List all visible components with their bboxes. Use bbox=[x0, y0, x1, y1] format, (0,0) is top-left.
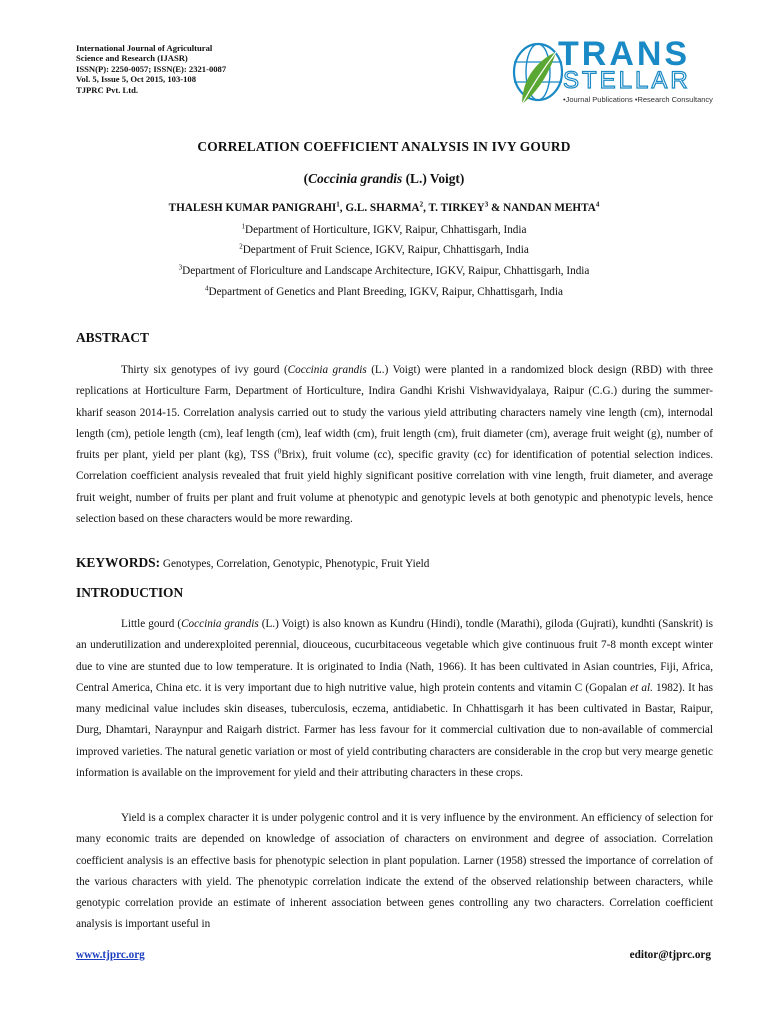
keywords-label: KEYWORDS: bbox=[76, 555, 161, 570]
keywords-text: Genotypes, Correlation, Genotypic, Phenotypic, Fruit Yield bbox=[160, 558, 430, 570]
species-name: Coccinia grandis bbox=[308, 171, 403, 186]
transstellar-logo bbox=[508, 34, 718, 110]
introduction-heading: INTRODUCTION bbox=[76, 585, 184, 600]
author-list: THALESH KUMAR PANIGRAHI$^1$, G.L. SHARMA$^2$, T. TIRKEY$^3$ & NANDAN MEHTA$^4$ bbox=[168, 200, 600, 214]
journal-volume: Vol. 5, Issue 5, Oct 2015, 103-108 bbox=[76, 74, 196, 85]
paper-title: CORRELATION COEFFICIENT ANALYSIS IN IVY GOURD bbox=[197, 139, 571, 154]
author-name: THALESH KUMAR PANIGRAHI bbox=[168, 202, 337, 214]
website-link[interactable]: www.tjprc.org bbox=[76, 949, 145, 961]
introduction-paragraph-1: Little gourd (Coccinia grandis (L.) Voigt) is also known as Kundru (Hindi), tondle (Marathi), giloda (Gujrati), kundhti (Sanskrit) is an underutilization and underexploited perennial, diouceous, cucurbitaceous vegetable which give continuous fruit 7-8 month except winter due to vine are stunted due to low temperature. It is originated to India (Nath, 1966). It has been cultivated in Asian countries, Fiji, Africa, Central America, China etc. it is very important due to high nutritive value, high protein contents and vitamin C (Gopalan et al. 1982). It has many medicinal value includes skin diseases, tuberculosis, eczema, antidiabetic. In Chhattisgarh it has been cultivated in Bastar, Raipur, Durg, Dhamtari, Naraynpur and Raigarh district. Farmer has less favour for it commercial cultivation due to non-available of commercial improved varieties. The natural genetic variation or most of yield contributing characters are considerable in the crop but very mearge genetic information is available on the improvement for yield and their attributing characters in these crops. bbox=[76, 618, 714, 780]
journal-publisher: TJPRC Pvt. Ltd. bbox=[76, 84, 139, 95]
logo-stellar-text: STELLAR bbox=[563, 67, 691, 94]
affiliation: $^4$Department of Genetics and Plant Breeding, IGKV, Raipur, Chhattisgarh, India bbox=[205, 284, 563, 298]
affiliation: $^1$Department of Horticulture, IGKV, Raipur, Chhattisgarh, India bbox=[241, 222, 527, 236]
keywords-line bbox=[76, 555, 429, 571]
journal-name-line1: International Journal of Agricultural bbox=[76, 43, 213, 53]
journal-name-line2: Science and Research (IJASR) bbox=[76, 53, 188, 64]
globe-leaf-icon bbox=[508, 38, 564, 110]
author-name: G.L. SHARMA bbox=[345, 202, 420, 214]
author-name: NANDAN MEHTA bbox=[503, 202, 596, 214]
journal-info bbox=[76, 43, 226, 95]
introduction-paragraph-2: Yield is a complex character it is under polygenic control and it is very influence by the environment. An efficiency of selection for many economic traits are depended on knowledge of association of characters on environment and degree of association. Correlation coefficient analysis is an effective basis for phenotypic selection in plant population. Larner (1958) stressed the importance of correlation of the various characters with yield. The phenotypic correlation indicate the extend of the observed relationship between characters, while genotypic correlation provide an estimate of inherent association between genes controlling any two characters. Correlation coefficient analysis is important useful in bbox=[76, 812, 713, 931]
logo-trans-text: TRANS bbox=[558, 35, 691, 73]
abstract-paragraph: Thirty six genotypes of ivy gourd (Coccinia grandis (L.) Voigt) were planted in a randomized block design (RBD) with three replications at Horticulture Farm, Department of Horticulture, Indira Gandhi Krishi Vishwavidyalaya, Raipur (C.G.) during the summer-kharif season 2014-15. Correlation analysis carried out to study the various yield attributing characters namely vine length (cm), internodal length (cm), petiole length (cm), leaf length (cm), leaf width (cm), fruit length (cm), fruit diameter (cm), average fruit weight (g), number of fruits per plant, yield per plant (kg), TSS ($^0$Brix), fruit volume (cc), specific gravity (cc) for identification of potential selection indices. Correlation coefficient analysis revealed that fruit yield highly significant positive correlation with vine length, fruit diameter, and average fruit weight, number of fruits per plant and fruit volume at phenotypic and genotypic levels at both genotypic and phenotypic levels, hence selection based on these characters would be more rewarding. bbox=[76, 364, 714, 526]
author-name: T. TIRKEY bbox=[428, 202, 485, 214]
editor-email: editor@tjprc.org bbox=[629, 949, 711, 961]
affiliation: $^3$Department of Floriculture and Landscape Architecture, IGKV, Raipur, Chhattisgarh, India bbox=[178, 263, 590, 277]
paper-subtitle: (Coccinia grandis (L.) Voigt) bbox=[303, 171, 465, 186]
journal-issn: ISSN(P): 2250-0057; ISSN(E): 2321-0087 bbox=[76, 63, 227, 74]
logo-tagline: •Journal Publications •Research Consultancy bbox=[563, 95, 713, 104]
abstract-heading: ABSTRACT bbox=[76, 330, 149, 345]
affiliation: $^2$Department of Fruit Science, IGKV, Raipur, Chhattisgarh, India bbox=[239, 242, 529, 256]
